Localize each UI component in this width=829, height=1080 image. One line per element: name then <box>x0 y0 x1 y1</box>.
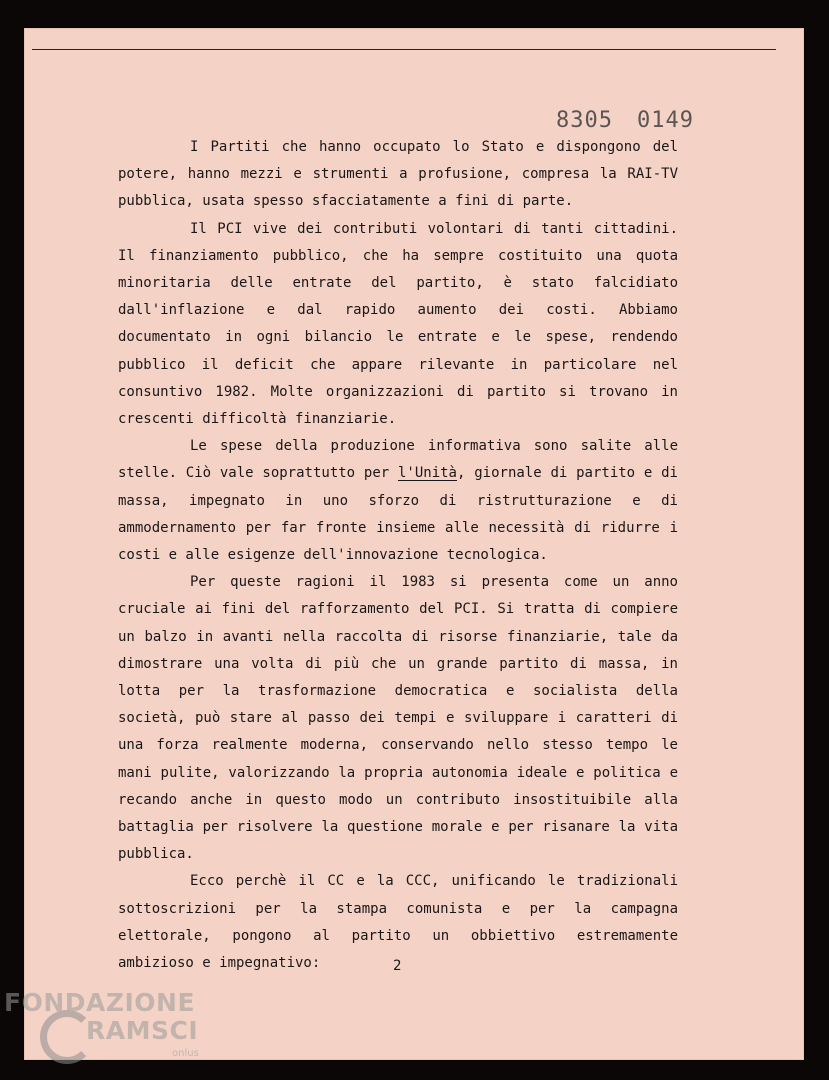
paragraph: Il PCI vive dei contributi volontari di tanti cittadini. Il finanziamento pubblico, che ha sempre costituito una quota minoritaria delle entrate del partito, è stato falcidiato dall'inflazione e dal rapido aumento dei costi. Abbiamo documentato in ogni bilancio le entrate e le spese, rendendo pubblico il deficit che appare rilevante in particolare nel consuntivo 1982. Molte organizzazioni di partito si trovano in crescenti difficoltà finanziarie. <box>118 220 678 428</box>
top-rule <box>32 49 776 50</box>
page-number: 2 <box>393 958 402 974</box>
paragraph: Per queste ragioni il 1983 si presenta come un anno cruciale ai fini del rafforzamento del PCI. Si tratta di compiere un balzo in avanti nella raccolta di risorse finanziarie, tale da dimostrare una volta di più che un grande partito di massa, in lotta per la trasformazione democratica e socialista della società, può stare al passo dei tempi e sviluppare i caratteri di una forza realmente moderna, conservando nello stesso tempo le mani pulite, valorizzando la propria autonomia ideale e politica e recando anche in questo modo un contributo insostituibile alla battaglia per risolvere la questione morale e per risanare la vita pubblica. <box>118 574 678 863</box>
body-text <box>118 134 678 977</box>
archive-page: 0149 <box>636 108 694 133</box>
fondazione-gramsci-watermark <box>4 988 214 1068</box>
watermark-line-2: RAMSCI <box>86 1016 199 1045</box>
watermark-line-3: onlus <box>172 1048 199 1059</box>
watermark-line-1: FONDAZIONE <box>4 988 196 1017</box>
paragraph-text: , giornale di partito e di massa, impegnato in uno sforzo di ristrutturazione e di ammodernamento per far fronte insieme alle necessità di ridurre i costi e alle esigenze dell'innovazione tecnologica. <box>118 465 678 564</box>
document-page <box>24 28 804 1060</box>
archive-stamp <box>556 108 694 133</box>
archive-series: 8305 <box>556 108 613 133</box>
paragraph-text: Le spese della produzione informativa sono salite alle stelle. Ciò vale soprattutto per <box>118 438 678 482</box>
paragraph: Ecco perchè il CC e la CCC, unificando le tradizionali sottoscrizioni per la stampa comunista e per la campagna elettorale, pongono al partito un obbiettivo estremamente ambizioso e impegnativo: <box>118 873 678 972</box>
paragraph: I Partiti che hanno occupato lo Stato e dispongono del potere, hanno mezzi e strumenti a profusione, compresa la RAI-TV pubblica, usata spesso sfacciatamente a fini di parte. <box>118 139 678 210</box>
paragraph <box>118 433 678 569</box>
newspaper-title: l'Unità <box>397 465 457 482</box>
